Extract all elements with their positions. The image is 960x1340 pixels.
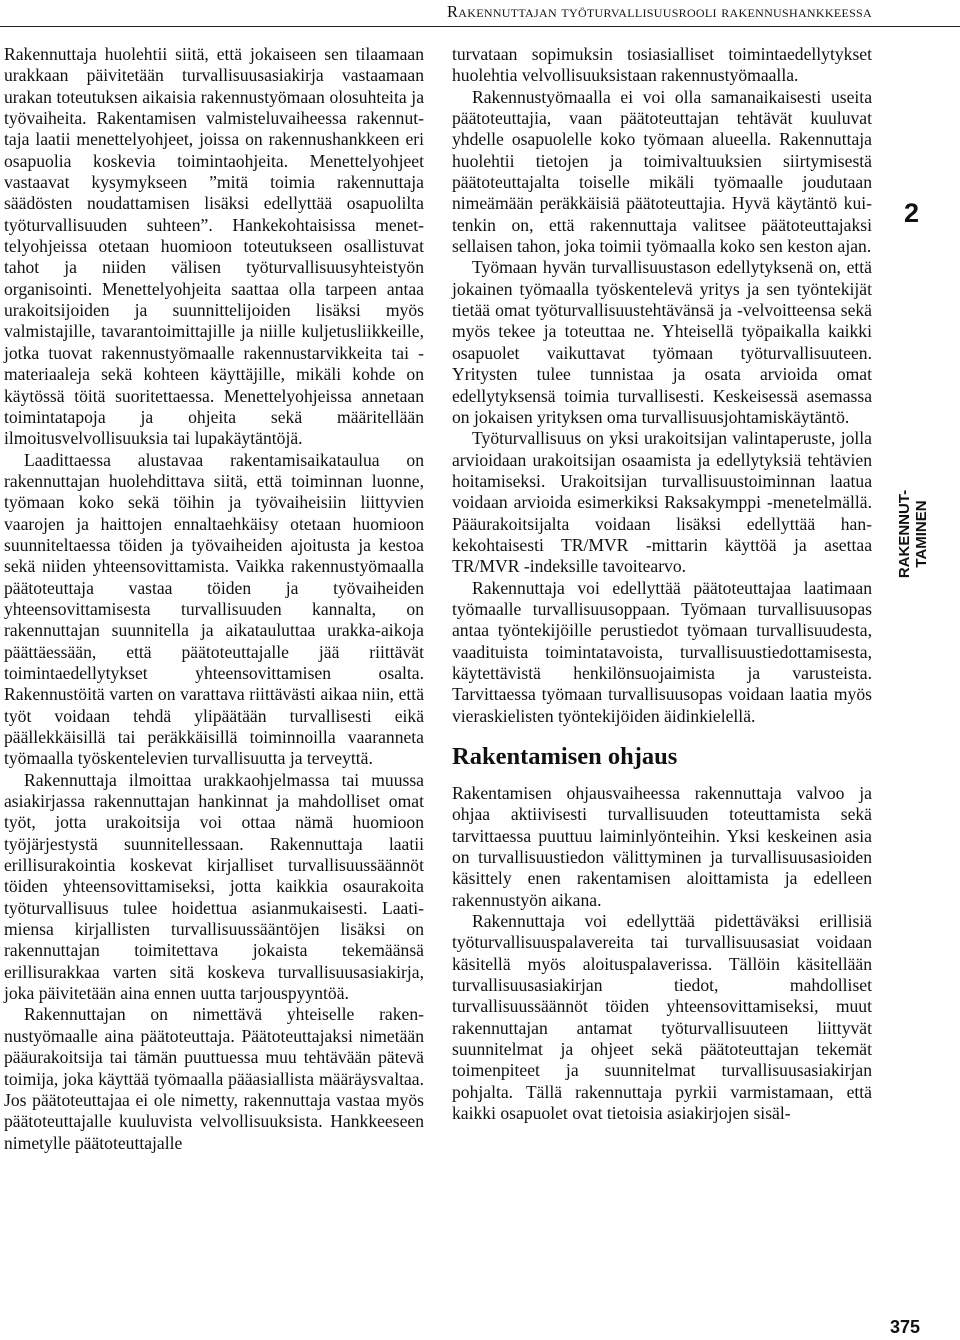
chapter-tab [893,480,933,588]
right-column [452,44,872,1125]
left-column [4,44,424,1154]
section-heading: Rakentamisen ohjaus [452,743,678,770]
header-rule [0,26,960,27]
running-header: Rakennuttajan työturvallisuusrooli rakennushankkeessa [446,2,872,21]
body-paragraph: Rakennuttaja huolehtii siitä, että jokaiseen sen tilaamaan urakkaan päivitetään turvallisuusasiakirja vastaamaan urakan toteutuksen aikaisia rakennustyömaan olosuhteita ja työvaiheita. Rakentamisen valmisteluvaiheessa rakennuttaja laatii menettelyohjeet, joissa on rakennushankkeen eri osapuolia koskevia toimintaohjeita. Menettelyohjeet vastaavat kysymykseen ”mitä toimia rakennuttaja säädösten noudattamisen lisäksi edellyttää osapuolilta työturvallisuuden suhteen”. Hankekohtaisissa menettelyohjeissa otetaan huomioon toteutukseen osallistuvat tahot ja niiden välisen työturvallisuusyhteistyön organisointi. Menettelyohjeita saattaa olla tarpeen antaa urakoitsijoiden ja suunnittelijoiden lisäksi myös valmistajille, tavarantoimittajille ja niille kuljetusliikkeille, jotka tuovat rakennustyömaalle rakennustarvikkeita tai -materiaaleja sekä kohteen käyttäjille, mikäli kohde on käytössä töitä suoritettaessa. Menettelyohjeissa annetaan toimintatapoja ja ohjeita sekä määritellään ilmoitusvelvollisuuksia tai lupakäytäntöjä. [4,44,424,449]
body-paragraph: Rakennuttaja voi edellyttää pidettäväksi erillisiä työturvallisuuspalavereita tai turvallisuusasiat voidaan käsitellä myös aloituspalaverissa. Tällöin käsitellään turvallisuusasiakirjan tiedot, mahdolliset turvallisuussäännöt töiden yhteensovittamiseksi, muut rakennuttajan antamat työturvallisuuteen liittyvät suunnitelmat ja ohjeet sekä päätoteuttajan tekemät toimenpiteet ja suunnitelmat turvallisuusasiakirjan pohjalta. Tällä rakennuttaja pyrkii varmistamaan, että kaikki osapuolet ovat tietoisia asiakirjojen sisäl- [452,911,872,1124]
page-number: 375 [890,1317,921,1337]
body-paragraph: turvataan sopimuksin tosiasialliset toimintaedellytykset huolehtia velvollisuuksistaan rakennustyömaalla. [452,44,872,86]
body-paragraph: Rakennuttajan on nimettävä yhteiselle rakennustyömaalle aina päätoteuttaja. Päätoteuttajaksi nimetään pääurakoitsija tai tämän puuttuessa muu tehtävään pätevä toimija, joka käyttää työmaalla pääasiallista määräysvaltaa. Jos päätoteuttajaa ei ole nimetty, rakennuttaja vastaa myös päätoteuttajalle kuuluvista velvollisuuksista. Hankkeeseen nimetylle päätoteuttajalle [4,1004,424,1153]
body-paragraph: Rakennustyömaalla ei voi olla samanaikaisesti useita päätoteuttajia, vaan päätoteuttajan tehtävät kuuluvat yhdelle osapuolelle koko työmaan alueella. Rakennuttaja huolehtii tietojen ja toimivaltuuksien siirtymisestä päätoteuttajalta toiselle mikäli työmaalle joudutaan nimeämään peräkkäisiä päätoteuttajia. Hyvä käytäntö kuitenkin on, että rakennuttaja valitsee päätoteuttajaksi sellaisen tahon, joka toimii työmaalla koko sen keston ajan. [452,86,872,257]
body-paragraph: Työmaan hyvän turvallisuustason edellytyksenä on, että jokainen työmaalla työskentelevä yritys ja sen työntekijät tietää omat työturvallisuustehtävänsä ja -velvoitteensa sekä myös tekee ja toteuttaa ne. Yhteisellä työpaikalla kaikki osapuolet vaikuttavat työmaan työturvallisuuteen. Yritysten tulee tunnistaa ja osata arvioida omat edellytyksensä toimia turvallisesti. Keskeisessä asemassa on jokaisen yrityksen oma turvallisuusjohtamiskäytäntö. [452,257,872,427]
body-paragraph: Rakennuttaja voi edellyttää päätoteuttajaa laatimaan työmaalle turvallisuusoppaan. Työmaan turvallisuusopas antaa työntekijöille perustiedot työmaan turvallisuudesta, vaadituista toimintatavoista, turvallisuustiedottamisesta, käytettävistä henkilönsuojaimista ja varusteista. Tarvittaessa työmaan turvallisuusopas voidaan laatia myös vieraskielisten työntekijöiden äidinkielellä. [452,577,872,726]
body-paragraph: Laadittaessa alustavaa rakentamisaikataulua on rakennuttajan huolehdittava siitä, että toiminnan luonne, työmaan koko sekä töihin ja työvaiheisiin liittyvien vaarojen ja haittojen ennaltaehkäisy otetaan huomioon suunniteltaessa töiden ja työvaiheiden ajoitusta ja kestoa sekä niiden yhteensovittamista. Vaikka rakennustyömaalla päätoteuttaja vastaa töiden ja työvaiheiden yhteensovittamisesta turvallisuuden kannalta, on rakennuttajan suunnitella ja aikatauluttaa urakka-aikoja päättäessään, että päätoteuttajalle jää riittävät toimintaedellytykset yhteensovittamisen osalta. Rakennustöitä varten on varattava riittävästi aikaa niin, että työt voidaan tehdä ylipäätään turvallisesti eikä päällekkäisillä tai peräkkäisillä toiminnoilla vaaranneta työmaalla työskentelevien turvallisuutta ja terveyttä. [4,449,424,769]
chapter-tab-line: RAKENNUT- [896,489,913,579]
chapter-tab-label [896,490,930,578]
chapter-tab-line: TAMINEN [913,500,930,568]
chapter-number: 2 [904,198,920,228]
body-paragraph: Työturvallisuus on yksi urakoitsijan valintaperuste, jolla arvioidaan urakoitsijan osaamista ja edellytyksiä tehtävien hoitamiseksi. Urakoitsijan turvallisuustoiminnan laatua voidaan arvioida esimerkiksi Raksakymppi -menetelmällä. Pääurakoitsijalta voidaan lisäksi edellyttää hankekohtaisesti TR/MVR -mittarin käyttöä ja asettaa TR/MVR -indeksille tavoitearvo. [452,428,872,577]
body-paragraph: Rakennuttaja ilmoittaa urakkaohjelmassa tai muussa asiakirjassa rakennuttajan hankinnat ja mahdolliset omat työt, jotta urakoitsija voi ottaa nämä huomioon työjärjestystä suunnitellessaan. Rakennuttaja laatii erillisurakointia koskevat kirjalliset turvallisuussäännöt töiden yhteensovittamiseksi, jotta kaikkia osaurakoita työturvallisuus tulee hoidettua asianmukaisesti. Laatimiensa kirjallisten turvallisuussääntöjen lisäksi on rakennuttajan toimitettava jokaista tekemäänsä erillisurakkaa varten sitä koskeva turvallisuusasiakirja, joka päivitetään aina ennen uutta tarjouspyyntöä. [4,769,424,1004]
body-paragraph: Rakentamisen ohjausvaiheessa rakennuttaja valvoo ja ohjaa aktiivisesti turvallisuuden toteuttamista sekä tarvittaessa puuttuu laiminlyönteihin. Yksi keskeinen asia on turvallisuustiedon välittyminen ja turvallisuusasioiden käsittely enen rakentamisen aloittamista ja edelleen rakennustyön aikana. [452,783,872,910]
